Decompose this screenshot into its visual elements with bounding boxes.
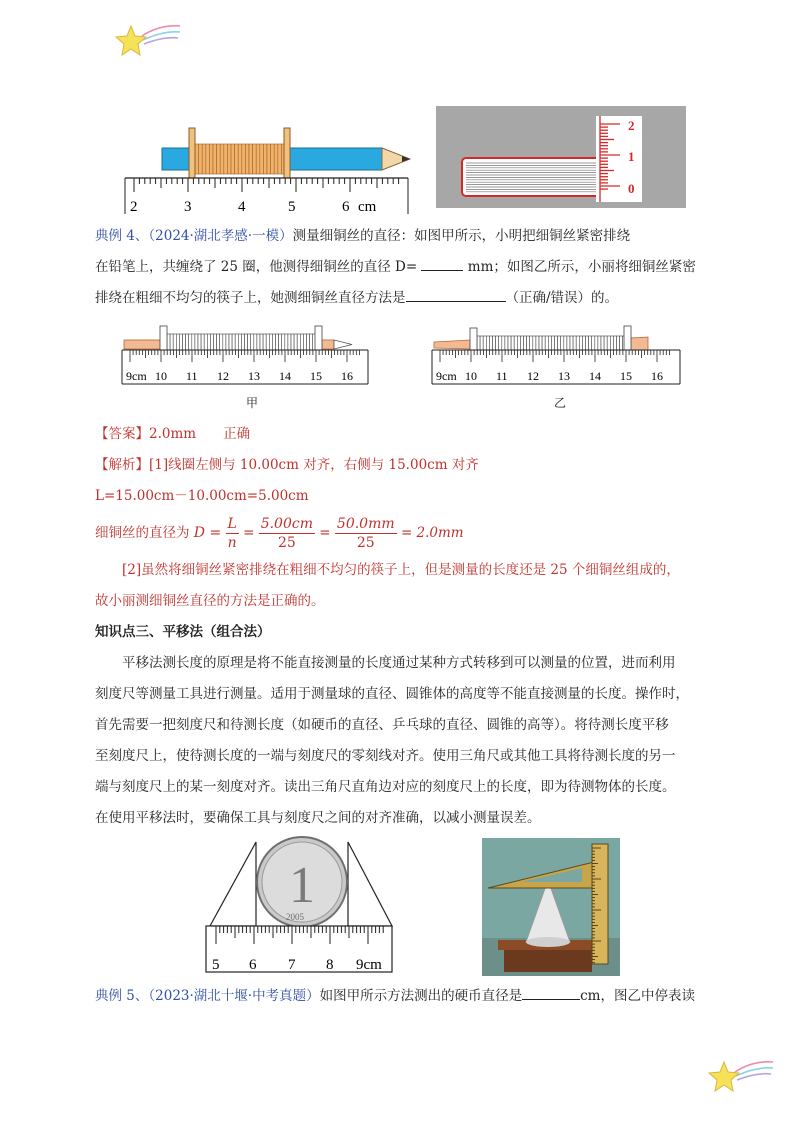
answer-blank[interactable] xyxy=(421,257,463,271)
ruler-tick-label: 8 xyxy=(326,957,334,973)
analysis-line2: L=15.00cm－10.00cm=5.00cm xyxy=(95,488,309,504)
coil-turn xyxy=(610,336,613,350)
ruler-tick-label: 14 xyxy=(589,369,601,383)
coil-turn xyxy=(251,334,254,350)
coil-turn xyxy=(567,336,570,350)
coil-turn xyxy=(176,334,179,350)
coil-turn xyxy=(249,144,253,174)
coil-turn xyxy=(224,144,228,174)
coil-turn xyxy=(198,334,201,350)
ruler-tick-label: 16 xyxy=(341,369,353,383)
coil-turn xyxy=(300,334,303,350)
coil-turn xyxy=(272,334,275,350)
example-label: 典例 5、 xyxy=(95,988,149,1004)
coil-turn xyxy=(192,334,195,350)
coin-year: 2005 xyxy=(286,912,304,922)
section-paragraph-line: 至刻度尺上，使待测长度的一端与刻度尺的零刻线对齐。使用三角尺或其他工具将待测长度的另一 xyxy=(95,748,676,764)
coil-turn xyxy=(214,334,217,350)
answer-line xyxy=(95,424,250,444)
example4-line3 xyxy=(95,288,618,308)
section-paragraph-line: 在使用平移法时，要确保工具与刻度尺之间的对齐准确，以减小测量误差。 xyxy=(95,810,541,826)
coil-turn xyxy=(586,336,589,350)
ruler-tick-label: 5 xyxy=(288,199,296,215)
coil-turn xyxy=(310,334,313,350)
example-source: （2023·湖北十堰·中考真题） xyxy=(148,988,320,1004)
coil-turn xyxy=(545,336,548,350)
coil-turn xyxy=(173,334,176,350)
coil-turn xyxy=(294,334,297,350)
coil-turn xyxy=(232,334,235,350)
coil-turn xyxy=(483,336,486,350)
ruler-tick-label: 15 xyxy=(310,369,322,383)
pencil-coil-figure xyxy=(120,118,420,218)
coil-turn xyxy=(195,144,199,174)
answer-blank[interactable] xyxy=(522,986,580,1000)
section-paragraph-line: 刻度尺等测量工具进行测量。适用于测量球的直径、圆锥体的高度等不能直接测量的长度。操作时， xyxy=(95,686,689,702)
equation-fraction xyxy=(335,515,397,552)
coil-turn xyxy=(213,144,217,174)
answer-text: 2.0mm 正确 xyxy=(149,426,251,442)
example5-line xyxy=(95,986,695,1006)
coil-turn xyxy=(269,334,272,350)
example5-text: 如图甲所示方法测出的硬币直径是 xyxy=(319,988,523,1004)
coil-turn xyxy=(278,144,282,174)
coil-turn xyxy=(561,336,564,350)
coil-turn xyxy=(235,334,238,350)
coil-turn xyxy=(227,144,231,174)
ruler-tick-label: 2 xyxy=(130,199,138,215)
fraction-denominator: 25 xyxy=(277,535,296,551)
coil-turn xyxy=(170,334,173,350)
coil-turn xyxy=(573,336,576,350)
coil-turn xyxy=(542,336,545,350)
coil-turn xyxy=(223,334,226,350)
example5-text: cm，图乙中停表读 xyxy=(580,988,695,1004)
coil-turn xyxy=(558,336,561,350)
coil-turn xyxy=(202,144,206,174)
coil-turn xyxy=(564,336,567,350)
coil-turn xyxy=(271,144,275,174)
example4-line1 xyxy=(95,226,630,246)
vertical-ruler-label: 2 xyxy=(628,118,635,133)
coil-turn xyxy=(256,144,260,174)
coil-turn xyxy=(179,334,182,350)
coil-turn xyxy=(260,144,264,174)
coil-turn xyxy=(486,336,489,350)
coil-turn xyxy=(279,334,282,350)
vertical-ruler-label: 0 xyxy=(628,181,635,196)
coil-turn xyxy=(274,144,278,174)
analysis-label: 【解析】 xyxy=(95,457,149,473)
analysis-text: [1]线圈左侧与 10.00cm 对齐，右侧与 15.00cm 对齐 xyxy=(149,457,479,473)
coil-turn xyxy=(195,334,198,350)
analysis-line4: [2]虽然将细铜丝紧密排绕在粗细不均匀的筷子上，但是测量的长度还是 25 个细铜丝组成的， xyxy=(122,562,680,578)
ruler-tick-label: 9cm xyxy=(356,957,382,973)
coil-turn xyxy=(307,334,310,350)
ruler-tick-label: 14 xyxy=(279,369,291,383)
example4-text: 排绕在粗细不均匀的筷子上，她测细铜丝直径方法是 xyxy=(95,290,406,306)
coil-turn xyxy=(217,144,221,174)
ruler-tick-label: 7 xyxy=(288,957,296,973)
equation-fraction xyxy=(259,515,315,552)
coil-turn xyxy=(257,334,260,350)
coil-turn xyxy=(524,336,527,350)
equation-prefix: 细铜丝的直径为 xyxy=(95,525,190,541)
coil-turn xyxy=(601,336,604,350)
coil-turn xyxy=(527,336,530,350)
coil-turn xyxy=(220,144,224,174)
coil-turn xyxy=(551,336,554,350)
coil-turn xyxy=(186,334,189,350)
ruler-tick-label: 9cm xyxy=(436,369,457,383)
coil-turn xyxy=(220,334,223,350)
coil-turn xyxy=(217,334,220,350)
ruler-tick-label: 10 xyxy=(465,369,477,383)
vertical-ruler-label: 1 xyxy=(628,149,635,164)
coil-turn xyxy=(477,336,480,350)
fraction-denominator: 25 xyxy=(356,535,375,551)
figure-label-jia: 甲 xyxy=(246,396,259,410)
coil-turn xyxy=(555,336,558,350)
coin-digit: 1 xyxy=(289,857,315,914)
section-paragraph-line: 端与刻度尺上的某一刻度对齐。读出三角尺直角边对应的刻度尺上的长度，即为待测物体的长度。 xyxy=(95,779,676,795)
ruler-tick-label: 12 xyxy=(527,369,539,383)
equation-result: = 2.0mm xyxy=(400,525,464,541)
coil-turn xyxy=(201,334,204,350)
coil-turn xyxy=(229,334,232,350)
coil-turn xyxy=(291,334,294,350)
coil-turn xyxy=(245,144,249,174)
coil-turn xyxy=(536,336,539,350)
coil-turn xyxy=(260,334,263,350)
cone-measurement-figure xyxy=(482,838,620,976)
ruler-tick-label: 11 xyxy=(186,369,198,383)
figure-yi xyxy=(430,322,682,386)
coil-turn xyxy=(189,334,192,350)
coil-turn xyxy=(276,334,279,350)
coil-turn xyxy=(231,144,235,174)
ruler-tick-label: 6 xyxy=(249,957,257,973)
fraction-numerator: 50.0mm xyxy=(336,516,395,532)
coil-turn xyxy=(548,336,551,350)
coil-turn xyxy=(207,334,210,350)
coil-turn xyxy=(576,336,579,350)
coil-turn xyxy=(613,336,616,350)
coil-turn xyxy=(496,336,499,350)
example4-text: 在铅笔上，共缠绕了 25 圈，他测得细铜丝的直径 D= xyxy=(95,259,418,275)
example4-text: （正确/错误）的。 xyxy=(505,290,619,306)
coil-turn xyxy=(285,334,288,350)
section-paragraph-line: 首先需要一把刻度尺和待测长度（如硬币的直径、乒乓球的直径、圆锥的高等）。将待测长度平移 xyxy=(95,717,669,733)
coil-turn xyxy=(199,144,203,174)
coil-turn xyxy=(499,336,502,350)
section-heading: 知识点三、平移法（组合法） xyxy=(95,624,271,640)
coil-turn xyxy=(502,336,505,350)
coil-turn xyxy=(520,336,523,350)
analysis-equation: 细铜丝的直径为 D = $\frac{L}{n}$ = $\frac{5.00cm}{25}$ = $\frac{50.0mm}{25}$ = 2.0mm xyxy=(95,516,464,551)
coil-turn xyxy=(595,336,598,350)
ruler-unit-label: cm xyxy=(358,199,377,215)
coil-turn xyxy=(598,336,601,350)
star-decoration-top-icon xyxy=(112,22,182,62)
ruler-tick-label: 6 xyxy=(342,199,350,215)
coil-turn xyxy=(167,334,170,350)
coil-turn xyxy=(263,334,266,350)
ruler-tick-label: 13 xyxy=(558,369,570,383)
coil-turn xyxy=(248,334,251,350)
ruler-tick-label: 9cm xyxy=(126,369,147,383)
coil-turn xyxy=(183,334,186,350)
coil-turn xyxy=(235,144,239,174)
coil-turn xyxy=(245,334,248,350)
example4-line2 xyxy=(95,257,696,277)
coil-turn xyxy=(607,336,610,350)
coil-turn xyxy=(242,144,246,174)
example4-text: mm；如图乙所示，小丽将细铜丝紧密 xyxy=(467,259,696,275)
equation-lhs: D = xyxy=(193,525,222,541)
coil-turn xyxy=(204,334,207,350)
coil-turn xyxy=(210,334,213,350)
coil-turn xyxy=(514,336,517,350)
coil-turn xyxy=(480,336,483,350)
coil-turn xyxy=(238,334,241,350)
ruler-tick-label: 5 xyxy=(212,957,220,973)
analysis-line5: 故小丽测细铜丝直径的方法是正确的。 xyxy=(95,593,325,609)
coil-turn xyxy=(297,334,300,350)
equation-fraction xyxy=(226,515,239,552)
example-label: 典例 4、 xyxy=(95,228,149,244)
coil-turn xyxy=(620,336,623,350)
coil-turn xyxy=(592,336,595,350)
ruler-tick-label: 16 xyxy=(651,369,663,383)
coil-turn xyxy=(582,336,585,350)
answer-label: 【答案】 xyxy=(95,426,149,442)
coil-turn xyxy=(254,334,257,350)
coil-turn xyxy=(206,144,210,174)
coil-turn xyxy=(511,336,514,350)
coil-turn xyxy=(209,144,213,174)
coil-turn xyxy=(238,144,242,174)
ruler-tick-label: 10 xyxy=(155,369,167,383)
example-source: （2024·湖北孝感·一模） xyxy=(148,228,293,244)
figure-jia xyxy=(120,322,370,386)
coil-turn xyxy=(589,336,592,350)
figure-label-yi: 乙 xyxy=(554,396,567,410)
ruler-tick-label: 3 xyxy=(184,199,192,215)
coil-turn xyxy=(579,336,582,350)
answer-blank[interactable] xyxy=(406,288,506,302)
section-paragraph-line: 平移法测长度的原理是将不能直接测量的长度通过某种方式转移到可以测量的位置，进而利用 xyxy=(122,655,676,671)
coil-turn xyxy=(533,336,536,350)
coin-measurement-figure xyxy=(200,836,398,976)
coil-turn xyxy=(489,336,492,350)
ruler-tick-label: 11 xyxy=(496,369,508,383)
coil-turn xyxy=(505,336,508,350)
coil-turn xyxy=(241,334,244,350)
coil-turn xyxy=(266,334,269,350)
coil-turn xyxy=(530,336,533,350)
coil-turn xyxy=(263,144,267,174)
wire-bundle-figure xyxy=(436,106,686,208)
coil-turn xyxy=(539,336,542,350)
fraction-denominator: n xyxy=(227,535,237,551)
analysis-line1 xyxy=(95,455,479,475)
coil-turn xyxy=(570,336,573,350)
coil-turn xyxy=(267,144,271,174)
coil-turn xyxy=(617,336,620,350)
ruler-tick-label: 13 xyxy=(248,369,260,383)
ruler-tick-label: 12 xyxy=(217,369,229,383)
star-decoration-bottom-icon xyxy=(705,1058,775,1098)
fraction-numerator: L xyxy=(227,516,237,532)
coil-turn xyxy=(604,336,607,350)
coil-turn xyxy=(493,336,496,350)
ruler-tick-label: 15 xyxy=(620,369,632,383)
fraction-numerator: 5.00cm xyxy=(260,516,313,532)
coil-turn xyxy=(517,336,520,350)
example4-text: 测量细铜丝的直径：如图甲所示，小明把细铜丝紧密排绕 xyxy=(292,228,631,244)
coil-turn xyxy=(303,334,306,350)
coil-turn xyxy=(508,336,511,350)
ruler-tick-label: 4 xyxy=(238,199,246,215)
coil-turn xyxy=(253,144,257,174)
coil-turn xyxy=(288,334,291,350)
coil-turn xyxy=(226,334,229,350)
coil-turn xyxy=(282,334,285,350)
